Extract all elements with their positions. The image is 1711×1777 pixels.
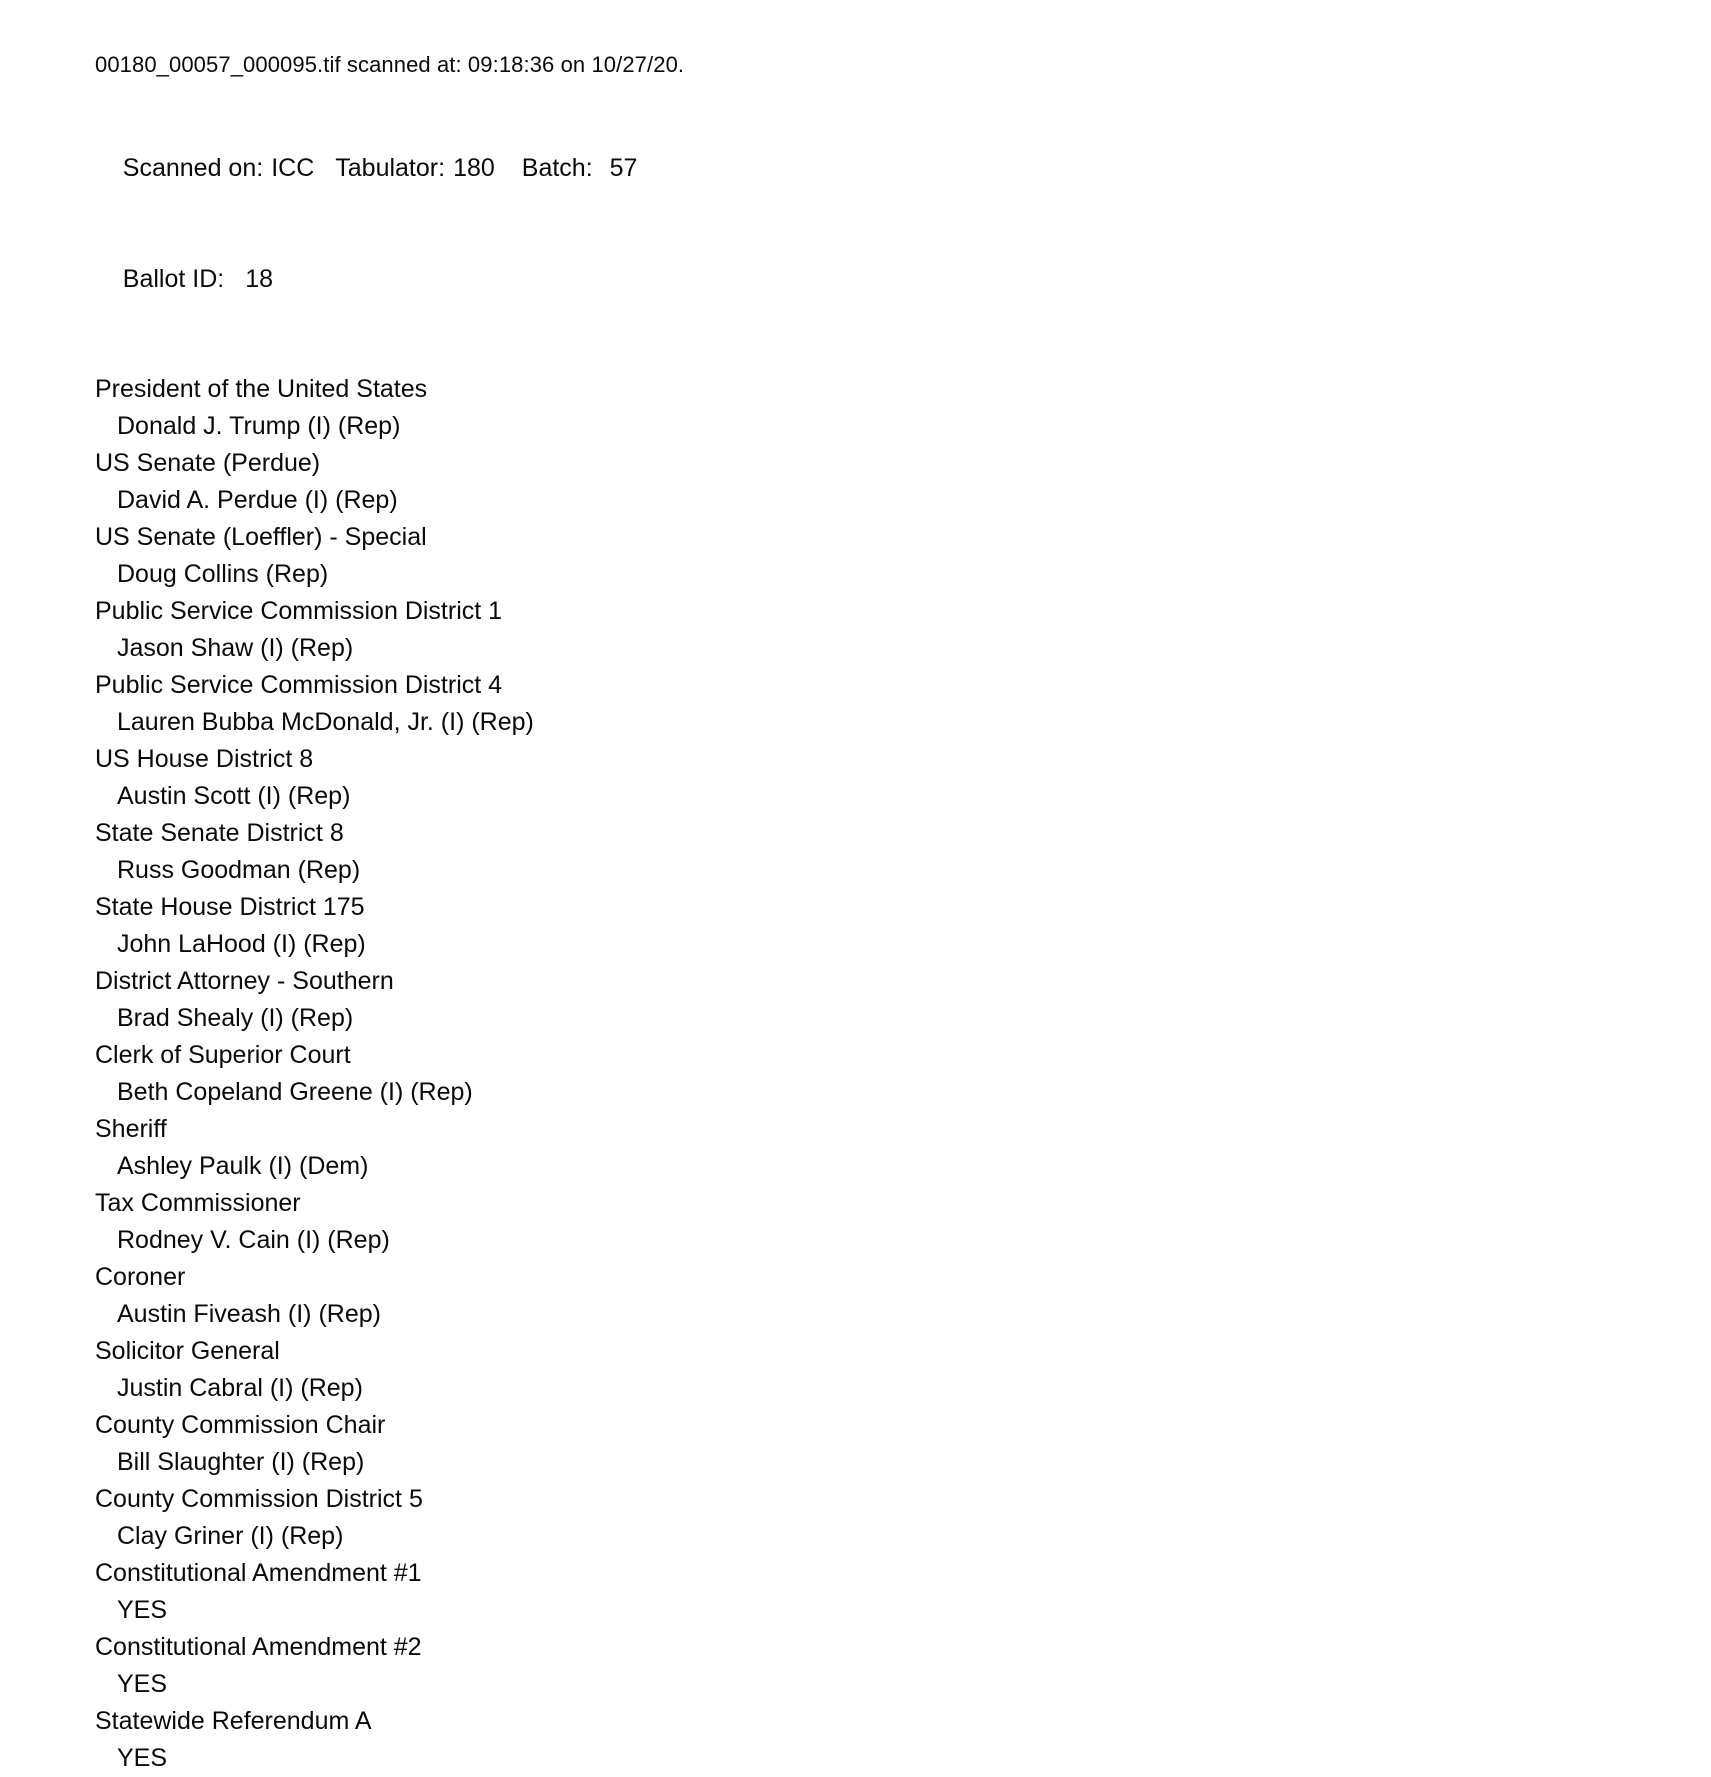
contest-selection: YES: [117, 1596, 168, 1624]
contest-block: [95, 1555, 1615, 1629]
contest-name: Public Service Commission District 4: [95, 671, 503, 699]
contest-block: [95, 593, 1615, 667]
contest-selection: Beth Copeland Greene (I) (Rep): [117, 1078, 473, 1106]
tabulator-value: 180: [453, 154, 495, 182]
contest-name: US House District 8: [95, 745, 314, 773]
contest-selection: Clay Griner (I) (Rep): [117, 1522, 344, 1550]
contest-block: [95, 889, 1615, 963]
contest-block: [95, 371, 1615, 445]
contest-block: [95, 963, 1615, 1037]
contest-name: Clerk of Superior Court: [95, 1041, 351, 1069]
contest-name: Constitutional Amendment #1: [95, 1559, 422, 1587]
contest-name: County Commission District 5: [95, 1485, 423, 1513]
contest-selection: Bill Slaughter (I) (Rep): [117, 1448, 365, 1476]
contest-block: [95, 1111, 1615, 1185]
contest-name: Public Service Commission District 1: [95, 597, 503, 625]
scanned-on-field: [123, 154, 314, 182]
contest-block: [95, 1037, 1615, 1111]
contest-block: [95, 1185, 1615, 1259]
contest-block: [95, 1481, 1615, 1555]
contest-selection: Jason Shaw (I) (Rep): [117, 634, 354, 662]
contest-block: [95, 815, 1615, 889]
contest-block: [95, 519, 1615, 593]
contest-name: Solicitor General: [95, 1337, 280, 1365]
contest-selection: YES: [117, 1744, 168, 1772]
contest-selection: Austin Fiveash (I) (Rep): [117, 1300, 381, 1328]
batch-label: Batch:: [521, 154, 593, 182]
contest-name: President of the United States: [95, 375, 428, 403]
contest-list: [95, 371, 1615, 1777]
contest-selection: Austin Scott (I) (Rep): [117, 782, 351, 810]
contest-name: State House District 175: [95, 893, 365, 921]
contest-selection: Doug Collins (Rep): [117, 560, 329, 588]
contest-selection: Donald J. Trump (I) (Rep): [117, 412, 401, 440]
contest-block: [95, 1333, 1615, 1407]
contest-block: [95, 1259, 1615, 1333]
tabulator-field: [335, 154, 495, 182]
contest-name: Tax Commissioner: [95, 1189, 301, 1217]
contest-name: District Attorney - Southern: [95, 967, 394, 995]
ballot-id-field: [123, 265, 273, 293]
contest-selection: Brad Shealy (I) (Rep): [117, 1004, 354, 1032]
scanned-on-label: Scanned on:: [122, 154, 264, 182]
contest-selection: Ashley Paulk (I) (Dem): [117, 1152, 369, 1180]
ballot-id-label: Ballot ID:: [122, 265, 225, 293]
ballot-id-line: [95, 224, 1615, 335]
contest-name: Statewide Referendum A: [95, 1707, 372, 1735]
contest-selection: Justin Cabral (I) (Rep): [117, 1374, 363, 1402]
contest-name: State Senate District 8: [95, 819, 344, 847]
contest-selection: YES: [117, 1670, 168, 1698]
contest-selection: Rodney V. Cain (I) (Rep): [117, 1226, 390, 1254]
contest-selection: David A. Perdue (I) (Rep): [117, 486, 398, 514]
contest-name: Coroner: [95, 1263, 186, 1291]
contest-block: [95, 1629, 1615, 1703]
contest-name: County Commission Chair: [95, 1411, 386, 1439]
scan-filename-line: 00180_00057_000095.tif scanned at: 09:18:36 on 10/27/20.: [95, 52, 685, 77]
contest-name: US Senate (Loeffler) - Special: [95, 523, 427, 551]
contest-block: [95, 741, 1615, 815]
batch-value: 57: [609, 154, 638, 182]
contest-selection: Lauren Bubba McDonald, Jr. (I) (Rep): [117, 708, 534, 736]
contest-selection: John LaHood (I) (Rep): [117, 930, 366, 958]
contest-selection: Russ Goodman (Rep): [117, 856, 361, 884]
tabulator-label: Tabulator:: [335, 154, 446, 182]
scanned-on-value: ICC: [271, 154, 315, 182]
scan-info-line: [95, 113, 1615, 224]
contest-block: [95, 1407, 1615, 1481]
contest-block: [95, 667, 1615, 741]
ballot-id-value: 18: [245, 265, 274, 293]
batch-field: [522, 154, 638, 182]
contest-block: [95, 1703, 1615, 1777]
contest-block: [95, 445, 1615, 519]
contest-name: US Senate (Perdue): [95, 449, 321, 477]
ballot-scan-document: [95, 50, 1615, 1777]
contest-name: Sheriff: [95, 1115, 167, 1143]
contest-name: Constitutional Amendment #2: [95, 1633, 422, 1661]
